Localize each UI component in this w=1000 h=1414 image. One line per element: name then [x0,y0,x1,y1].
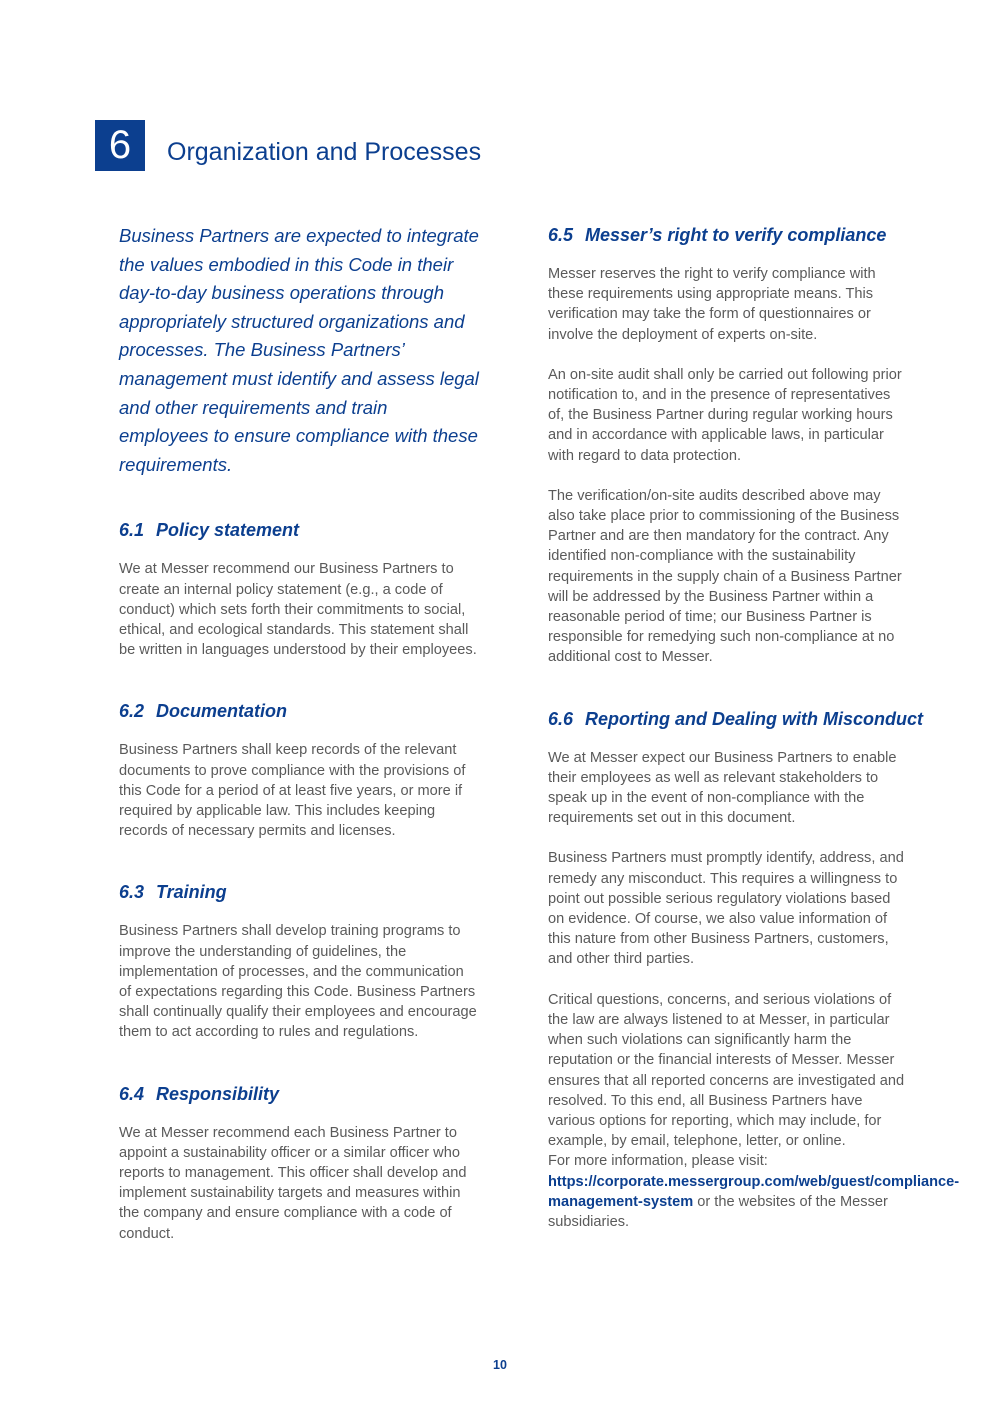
section-heading-6-5 [548,222,908,248]
verify-compliance-paragraph: An on-site audit shall only be carried out following prior notification to, and in the presence of representatives of, the Business Partner during regular working hours and in accordance with applicable laws, in particular with regard to data protection. [548,366,902,464]
verify-compliance-paragraph: The verification/on-site audits described above may also take place prior to commissioning of the Business Partner and are then mandatory for the contract. Any identified non-compliance with the sustainability requirements in the supply chain of a Business Partner will be addressed by the Business Partner within a reasonable period of time; our Business Partner is responsible for remedying such non-compliance at no additional cost to Messer. [548,487,902,666]
right-column [548,222,960,1232]
training-text: Business Partners shall develop training programs to improve the understanding of guidelines, the implementation of processes, and the communication of expectations regarding this Code. Business Partners shall continually qualify their employees and encourage them to act according to rules and regulations. [119,923,477,1041]
chapter-title: Organization and Processes [167,138,482,166]
responsibility-text: We at Messer recommend each Business Partner to appoint a sustainability officer or a similar officer who reports to management. This officer shall develop and implement sustainability targets and measures within the company and ensure compliance with a code of conduct. [119,1124,467,1242]
section-number: 6.3 [119,882,145,903]
section-number: 6.2 [119,701,145,722]
compliance-management-link[interactable]: https://corporate.messergroup.com/web/guest/compliance-management-system [548,1173,960,1210]
section-number: 6.5 [548,225,574,245]
misconduct-paragraph: Business Partners must promptly identify, address, and remedy any misconduct. This requires a willingness to point out possible serious regulatory violations based on evidence. Of course, we also value information of this nature from other Business Partners, customers, and other third parties. [548,850,904,968]
section-title: Documentation [156,701,288,722]
chapter-number-badge: 6 [95,120,145,171]
left-column [119,222,479,1244]
section-heading-6-4 [119,1081,479,1107]
section-title: Responsibility [156,1083,280,1104]
section-title: Reporting and Dealing with Misconduct [585,708,924,729]
more-info-paragraph [548,1151,960,1232]
section-number: 6.4 [119,1083,145,1104]
section-heading-6-3 [119,879,479,905]
section-title: Policy statement [156,520,300,541]
section-heading-6-6 [548,706,924,732]
section-heading-6-2 [119,698,479,724]
section-number: 6.1 [119,520,145,541]
link-suffix-text: or the websites of the Messer subsidiaries. [548,1193,888,1230]
more-info-label: For more information, please visit: [548,1153,768,1170]
intro-text: Business Partners are expected to integrate the values embodied in this Code in their day-to-day business operations through appropriately structured organizations and processes. The Business Partners’ management must identify and assess legal and other requirements and train employees to ensure compliance with these requirements. [119,225,479,475]
verify-compliance-paragraph: Messer reserves the right to verify compliance with these requirements using appropriate means. This verification may take the form of questionnaires or involve the deployment of experts on-site. [548,266,876,343]
section-title: Training [156,882,227,903]
misconduct-paragraph: Critical questions, concerns, and serious violations of the law are always listened to at Messer, in particular when such violations can significantly harm the reputation or the financial interests of Messer. Messer ensures that all reported concerns are investigated and resolved. To this end, all Business Partners have various options for reporting, which may include, for example, by email, telephone, letter, or online. [548,991,905,1150]
section-number: 6.6 [548,708,574,729]
policy-statement-text: We at Messer recommend our Business Partners to create an internal policy statement (e.g., a code of conduct) which sets forth their commitments to social, ethical, and ecological standards. This statement shall be written in languages understood by their employees. [119,561,477,659]
page-number: 10 [493,1358,507,1372]
section-heading-6-1 [119,517,479,543]
documentation-text: Business Partners shall keep records of the relevant documents to prove compliance with the provisions of this Code for a period of at least five years, or more if required by applicable law. This includes keeping records of necessary permits and licenses. [119,742,466,840]
misconduct-paragraph: We at Messer expect our Business Partners to enable their employees as well as relevant stakeholders to speak up in the event of non-compliance with the requirements set out in this document. [548,749,897,827]
section-title: Messer’s right to verify compliance [585,225,887,245]
